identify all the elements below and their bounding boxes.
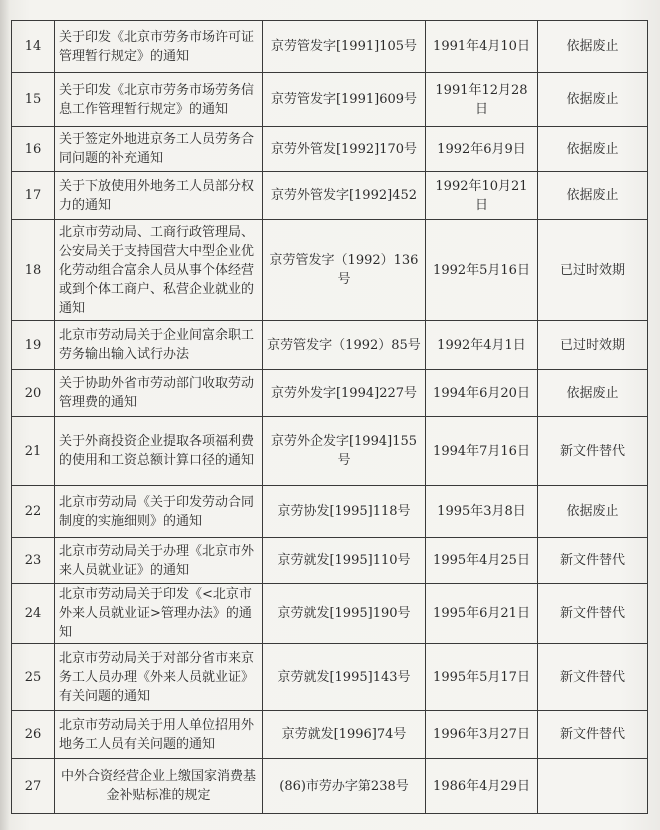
- document-number: 京劳外发字[1994]227号: [263, 370, 426, 417]
- issue-date: 1994年7月16日: [426, 417, 538, 486]
- row-number: 14: [12, 21, 55, 73]
- status: 新文件替代: [538, 584, 648, 644]
- status: 依据废止: [538, 127, 648, 172]
- issue-date: 1995年5月17日: [426, 644, 538, 711]
- document-number: 京劳外企发字[1994]155号: [263, 417, 426, 486]
- issue-date: 1991年12月28日: [426, 73, 538, 127]
- status: 新文件替代: [538, 538, 648, 584]
- document-title: 北京市劳动局关于用人单位招用外地务工人员有关问题的通知: [55, 711, 263, 759]
- table-row: [12, 370, 648, 417]
- document-title: 北京市劳动局《关于印发劳动合同制度的实施细则》的通知: [55, 486, 263, 538]
- document-title: 北京市劳动局关于印发《<北京市外来人员就业证>管理办法》的通知: [55, 584, 263, 644]
- row-number: 19: [12, 321, 55, 370]
- table-row: [12, 759, 648, 814]
- status: 已过时效期: [538, 321, 648, 370]
- document-title: 关于外商投资企业提取各项福利费的使用和工资总额计算口径的通知: [55, 417, 263, 486]
- row-number: 20: [12, 370, 55, 417]
- document-title: 北京市劳动局关于对部分省市来京务工人员办理《外来人员就业证》有关问题的通知: [55, 644, 263, 711]
- document-title: 关于下放使用外地务工人员部分权力的通知: [55, 172, 263, 220]
- document-number: 京劳管发字（1992）136号: [263, 220, 426, 321]
- table-row: [12, 644, 648, 711]
- table-row: [12, 584, 648, 644]
- status: 依据废止: [538, 486, 648, 538]
- status: 依据废止: [538, 370, 648, 417]
- status: 已过时效期: [538, 220, 648, 321]
- document-number: 京劳外管发字[1992]452: [263, 172, 426, 220]
- document-number: 京劳就发[1995]110号: [263, 538, 426, 584]
- row-number: 23: [12, 538, 55, 584]
- document-number: 京劳管发字（1992）85号: [263, 321, 426, 370]
- document-number: (86)市劳办字第238号: [263, 759, 426, 814]
- row-number: 25: [12, 644, 55, 711]
- row-number: 24: [12, 584, 55, 644]
- table-row: [12, 321, 648, 370]
- document-title: 关于协助外省市劳动部门收取劳动管理费的通知: [55, 370, 263, 417]
- table-row: [12, 486, 648, 538]
- document-number: 京劳就发[1995]143号: [263, 644, 426, 711]
- row-number: 26: [12, 711, 55, 759]
- table-row: [12, 172, 648, 220]
- table-row: [12, 538, 648, 584]
- issue-date: 1992年4月1日: [426, 321, 538, 370]
- document-title: 关于印发《北京市劳务市场劳务信息工作管理暂行规定》的通知: [55, 73, 263, 127]
- status: 新文件替代: [538, 417, 648, 486]
- table-row: [12, 417, 648, 486]
- row-number: 18: [12, 220, 55, 321]
- status: 依据废止: [538, 21, 648, 73]
- document-number: 京劳管发字[1991]105号: [263, 21, 426, 73]
- document-number: 京劳就发[1996]74号: [263, 711, 426, 759]
- status: 新文件替代: [538, 644, 648, 711]
- status: 依据废止: [538, 73, 648, 127]
- issue-date: 1996年3月27日: [426, 711, 538, 759]
- issue-date: 1992年6月9日: [426, 127, 538, 172]
- document-number: 京劳协发[1995]118号: [263, 486, 426, 538]
- document-title: 北京市劳动局、工商行政管理局、公安局关于支持国营大中型企业优化劳动组合富余人员从事个体经营或到个体工商户、私营企业就业的通知: [55, 220, 263, 321]
- row-number: 15: [12, 73, 55, 127]
- table-row: [12, 127, 648, 172]
- status: [538, 759, 648, 814]
- status: 依据废止: [538, 172, 648, 220]
- row-number: 22: [12, 486, 55, 538]
- issue-date: 1995年3月8日: [426, 486, 538, 538]
- regulation-table: [11, 20, 648, 814]
- row-number: 21: [12, 417, 55, 486]
- table-row: [12, 73, 648, 127]
- table-row: [12, 711, 648, 759]
- document-title: 关于印发《北京市劳务市场许可证管理暂行规定》的通知: [55, 21, 263, 73]
- document-number: 京劳外管发[1992]170号: [263, 127, 426, 172]
- issue-date: 1995年4月25日: [426, 538, 538, 584]
- document-number: 京劳就发[1995]190号: [263, 584, 426, 644]
- document-title: 关于签定外地进京务工人员劳务合同问题的补充通知: [55, 127, 263, 172]
- document-number: 京劳管发字[1991]609号: [263, 73, 426, 127]
- issue-date: 1991年4月10日: [426, 21, 538, 73]
- document-title: 北京市劳动局关于办理《北京市外来人员就业证》的通知: [55, 538, 263, 584]
- issue-date: 1992年10月21日: [426, 172, 538, 220]
- issue-date: 1986年4月29日: [426, 759, 538, 814]
- status: 新文件替代: [538, 711, 648, 759]
- row-number: 16: [12, 127, 55, 172]
- issue-date: 1994年6月20日: [426, 370, 538, 417]
- document-title: 北京市劳动局关于企业间富余职工劳务输出输入试行办法: [55, 321, 263, 370]
- issue-date: 1995年6月21日: [426, 584, 538, 644]
- issue-date: 1992年5月16日: [426, 220, 538, 321]
- table-row: [12, 21, 648, 73]
- row-number: 17: [12, 172, 55, 220]
- row-number: 27: [12, 759, 55, 814]
- document-title: 中外合资经营企业上缴国家消费基金补贴标准的规定: [55, 759, 263, 814]
- table-row: [12, 220, 648, 321]
